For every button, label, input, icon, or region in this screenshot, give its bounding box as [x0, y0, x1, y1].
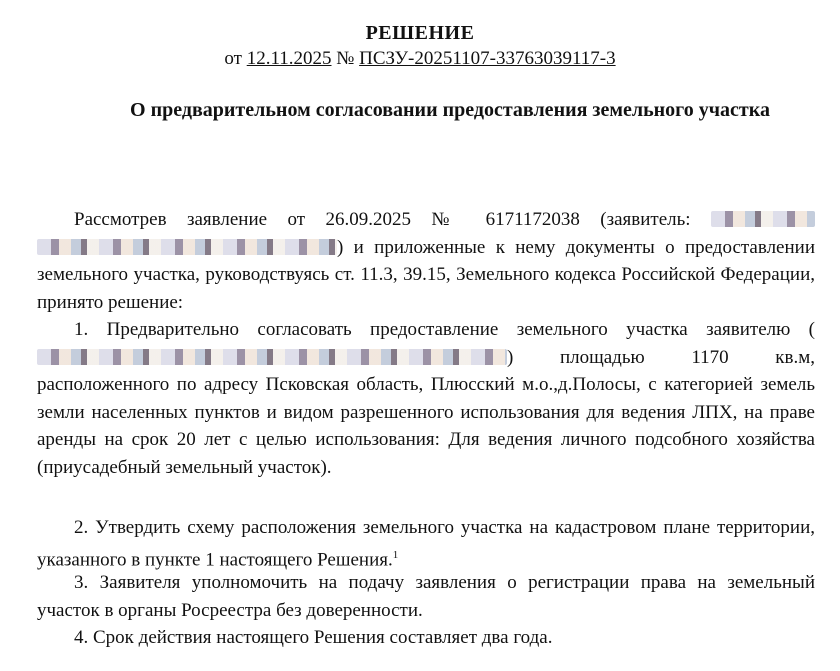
number-prefix: № — [336, 48, 355, 69]
item1-text-end: ) площадью 1170 кв.м, расположенного по адресу Псковская область, Плюсский м.о.,д.Полосы, с категорией земель земли населенных пунктов и видом разрешенного использования для ведения ЛПХ, на праве аренды на срок 20 лет с целью использования: Для ведения личного подсобного хозяйства (приусадебный земельный участок). — [37, 346, 815, 478]
redacted-applicant-name-cont — [37, 239, 337, 255]
decision-date-number — [0, 48, 840, 70]
footnote-marker: 1 — [392, 548, 399, 561]
paragraph-intro — [37, 206, 815, 316]
item2-text: 2. Утвердить схему расположения земельного участка на кадастровом плане территории, указанного в пункте 1 настоящего Решения. — [37, 517, 815, 570]
document-title: РЕШЕНИЕ — [365, 22, 475, 44]
item1-text-start: 1. Предварительно согласовать предоставление земельного участка заявителю ( — [74, 319, 815, 340]
decision-subject: О предварительном согласовании предоставления земельного участка — [130, 99, 770, 121]
redacted-applicant-details — [37, 349, 507, 365]
redacted-applicant-name — [711, 211, 815, 227]
intro-text-end: ) и приложенные к нему документы о предоставлении земельного участка, руководствуясь ст. 11.3, 39.15, Земельного кодекса Российской Федерации, принято решение: — [37, 236, 815, 313]
decision-date: 12.11.2025 — [246, 48, 332, 69]
date-prefix: от — [224, 48, 242, 69]
item4-text: 4. Срок действия настоящего Решения составляет два года. — [74, 627, 553, 648]
intro-text-start: Рассмотрев заявление от 26.09.2025 № 6171172038 (заявитель: — [74, 209, 691, 230]
paragraph-item-3 — [37, 569, 815, 624]
paragraph-item-1 — [37, 316, 815, 481]
paragraph-item-4 — [37, 624, 815, 652]
paragraph-item-2 — [37, 514, 815, 573]
decision-number: ПСЗУ-20251107-33763039117-3 — [359, 48, 616, 69]
item3-text: 3. Заявителя уполномочить на подачу заявления о регистрации права на земельный участок в органы Росреестра без доверенности. — [37, 572, 815, 621]
